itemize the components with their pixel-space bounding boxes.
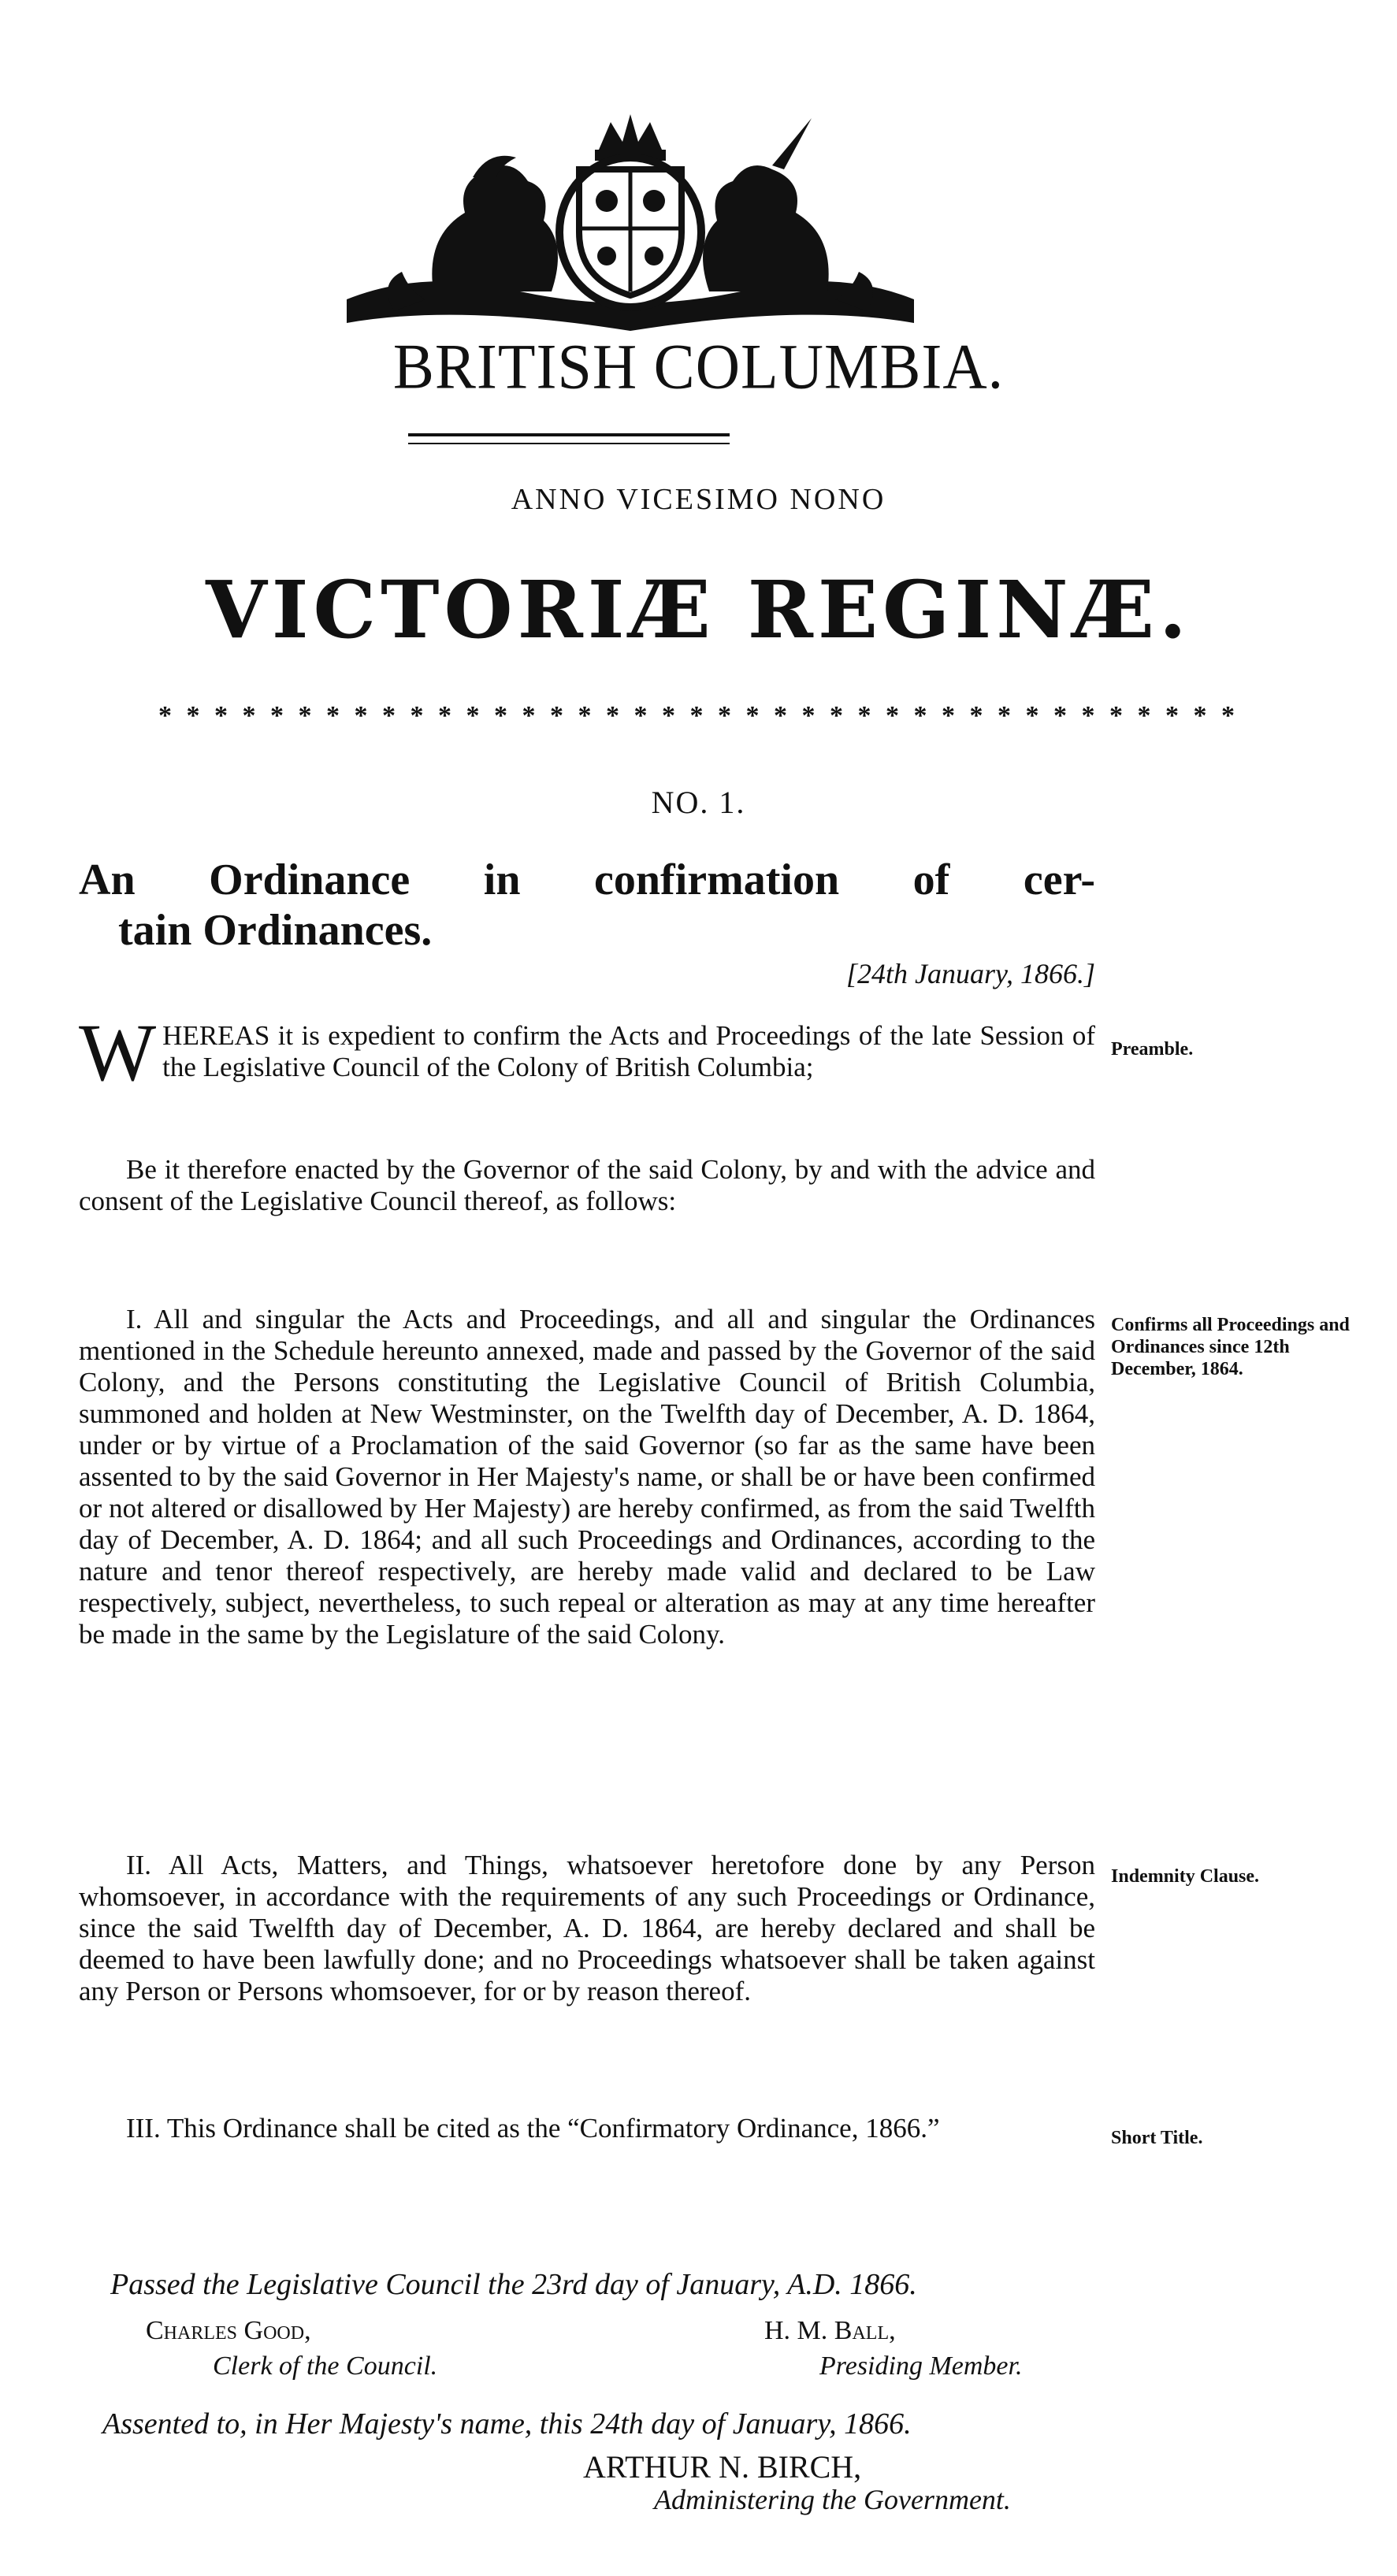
assent-statement: Assented to, in Her Majesty's name, this 24th day of January, 1866. [102,2407,912,2441]
preamble-paragraph [79,1008,1095,1098]
passed-statement: Passed the Legislative Council the 23rd day of January, A.D. 1866. [110,2268,917,2301]
administrator-name: ARTHUR N. BIRCH, [583,2449,862,2485]
double-rule-top [408,433,730,436]
enacting-text: Be it therefore enacted by the Governor of the said Colony, by and with the advice and consent of the Legislative Council thereof, as follows: [79,1154,1095,1216]
double-rule-bottom [408,443,730,444]
enacting-clause [79,1154,1095,1217]
presiding-member-name: H. M. Ball, [764,2316,896,2345]
margin-note-section-1: Confirms all Proceedings and Ordinances since 12th December, 1864. [1111,1315,1350,1379]
ordinance-title-line2: tain Ordinances. [118,906,433,955]
section-2 [79,1850,1095,2007]
anno-line: ANNO VICESIMO NONO [511,483,886,516]
clerk-name: Charles Good, [146,2316,311,2345]
presiding-member-title: Presiding Member. [819,2351,1023,2381]
colony-heading: BRITISH COLUMBIA. [392,329,1005,403]
margin-note-section-2: Indemnity Clause. [1111,1866,1260,1887]
drop-cap: W [79,1008,157,1098]
royal-coat-of-arms-icon [331,102,930,339]
section-1-text: I. All and singular the Acts and Proceedings, and all and singular the Ordinances mentioned in the Schedule hereunto annexed, made and passed by the Governor of the said Colony, and the Persons constituting the Legislative Council of British Columbia, summoned and holden at New Westminster, on the Twelfth day of December, A. D. 1864, under or by virtue of a Proclamation of the said Governor (so far as the same have been assented to by the said Governor in Her Majesty's name, or shall be or have been confirmed or not altered or disallowed by Her Majesty) are hereby confirmed, as from the said Twelfth day of December, A. D. 1864; and all such Proceedings and Ordinances, according to the nature and tenor thereof respectively, are hereby made valid and declared to be Law respectively, subject, nevertheless, to such repeal or alteration as may at any time hereafter be made in the same by the Legislature of the said Colony. [79,1304,1095,1650]
preamble-text: HEREAS it is expedient to confirm the Acts and Proceedings of the late Session of the Legislative Council of the Colony of British Columbia; [162,1020,1095,1082]
margin-note-section-3: Short Title. [1111,2128,1203,2148]
ordinance-title [79,855,1095,956]
section-3-text: III. This Ordinance shall be cited as the “Confirmatory Ordinance, 1866.” [126,2113,940,2144]
administrator-title: Administering the Government. [654,2484,1011,2515]
ordinance-number: NO. 1. [651,785,746,820]
clerk-title: Clerk of the Council. [213,2351,438,2381]
section-2-text: II. All Acts, Matters, and Things, whatsoever heretofore done by any Person whomsoever, in accordance with the requirements of any such Proceedings or Ordinance, since the said Twelfth day of December, A. D. 1864, are hereby declared and shall be deemed to have been lawfully done; and no Proceedings whatsoever shall be taken against any Person or Persons whomsoever, for or by reason thereof. [79,1850,1095,2006]
ordinance-title-line1: An Ordinance in confirmation of cer- [79,856,1095,904]
ordinance-date: [24th January, 1866.] [845,958,1095,989]
asterisk-divider: * * * * * * * * * * * * * * * * * * * * * * * * * * * * * * * * * * * * * * * [158,701,1239,730]
section-3 [79,2113,1095,2144]
margin-note-preamble: Preamble. [1111,1039,1194,1060]
section-1 [79,1304,1095,1650]
regnal-heading: VICTORIÆ REGINÆ. [206,563,1191,656]
